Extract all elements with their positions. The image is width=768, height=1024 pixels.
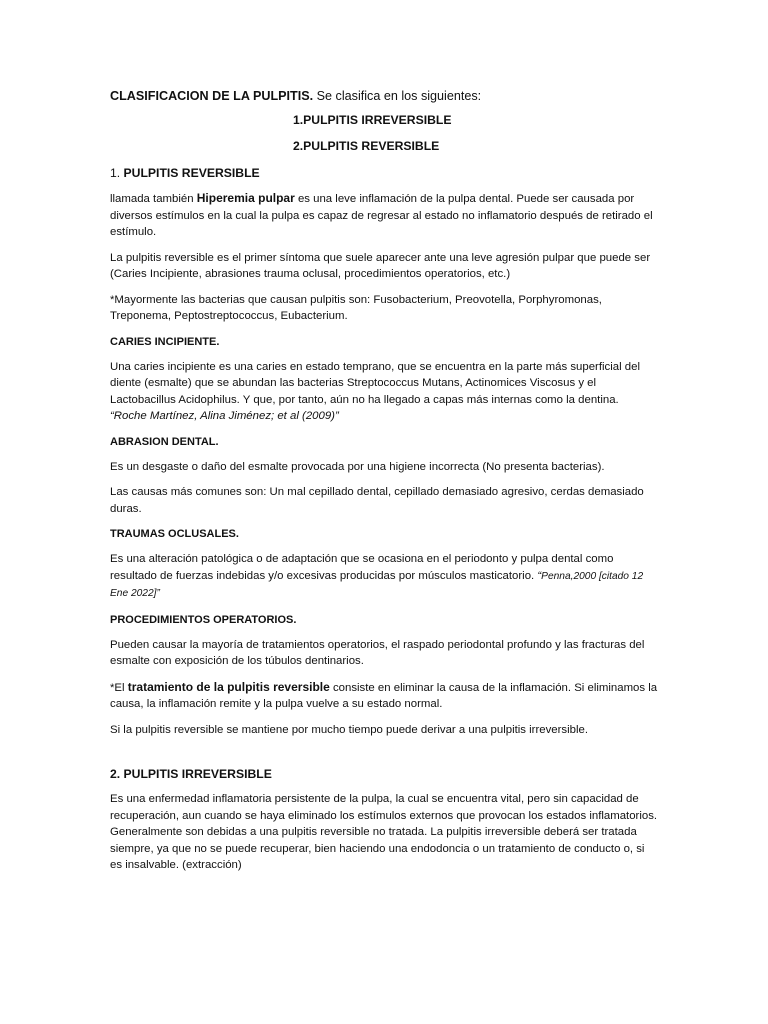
text-run: *El	[110, 681, 128, 694]
term-hiperemia: Hiperemia pulpar	[196, 191, 295, 205]
title-rest: Se clasifica en los siguientes:	[313, 89, 482, 103]
list-item-irreversible: 1.PULPITIS IRREVERSIBLE	[293, 113, 452, 127]
citation-penna: Penna,2000 [citado 12 Ene 2022]”	[110, 570, 644, 599]
paragraph-traumas	[110, 551, 658, 603]
paragraph-abrasion-1: Es un desgaste o daño del esmalte provocada por una higiene incorrecta (No presenta bacterias).	[110, 460, 605, 473]
section-heading-irreversible: 2. PULPITIS IRREVERSIBLE	[110, 767, 272, 781]
section-title: PULPITIS REVERSIBLE	[120, 166, 260, 180]
heading-abrasion: ABRASION DENTAL.	[110, 435, 219, 448]
heading-procedimientos: PROCEDIMIENTOS OPERATORIOS.	[110, 613, 297, 626]
text-run: llamada también	[110, 193, 197, 205]
paragraph-irreversible: Es una enfermedad inflamatoria persistente de la pulpa, la cual se encuentra vital, pero sin capacidad de recuperación, aun cuando se haya eliminado los estímulos externos que provocan los estados inflamatorios. Generalmente son debidas a una pulpitis reversible no tratada. La pulpitis irreversible deberá ser tratada siempre, ya que no se puede recuperar, bien haciendo una endodoncia o un tratamiento de conducto o, si es insalvable. (extracción)	[110, 793, 658, 871]
paragraph-hiperemia	[110, 190, 658, 241]
paragraph-primer-sintoma: La pulpitis reversible es el primer síntoma que suele aparecer ante una leve agresión pulpar que puede ser (Caries Incipiente, abrasiones trauma oclusal, procedimientos operatorios, etc.)	[110, 251, 651, 280]
paragraph-procedimientos: Pueden causar la mayoría de tratamientos operatorios, el raspado periodontal profundo y las fracturas del esmalte con exposición de los túbulos dentinarios.	[110, 638, 645, 667]
paragraph-abrasion-2: Las causas más comunes son: Un mal cepillado dental, cepillado demasiado agresivo, cerdas demasiado duras.	[110, 486, 644, 515]
title-bold: CLASIFICACION DE LA PULPITIS.	[110, 89, 314, 103]
text-run: es una leve inflamación de la pulpa dental. Puede ser causada por diversos estímulos en la cual la pulpa es capaz de regresar al estado no inflamatorio después de retirado el estímulo.	[110, 193, 653, 238]
term-tratamiento: tratamiento de la pulpitis reversible	[127, 679, 330, 694]
paragraph-caries: Una caries incipiente es una caries en estado temprano, que se encuentra en la parte más superficial del diente (esmalte) que se abundan las bacterias Streptococcus Mutans, Actinomices Viscosus y el Lactobacillus Acidophilus. Y que, por tanto, aún no ha llegado a capas más internas como la dentina.	[110, 360, 640, 406]
paragraph-deriva: Si la pulpitis reversible se mantiene por mucho tiempo puede derivar a una pulpitis irreversible.	[110, 723, 589, 736]
section-heading-reversible	[110, 165, 658, 182]
paragraph-tratamiento	[110, 679, 658, 713]
text-run: Es una alteración patológica o de adaptación que se ocasiona en el periodonto y pulpa dental como resultado de fuerzas indebidas y/o excesivas producidas por músculos masticatorio.	[110, 553, 614, 582]
citation-roche: “Roche Martínez, Alina Jiménez; et al (2009)”	[110, 410, 339, 422]
text-run: consiste en eliminar la causa de la inflamación. Si eliminamos la causa, la inflamación remite y la pulpa vuelve a su estado normal.	[110, 681, 658, 710]
document-title	[110, 88, 658, 105]
list-item-reversible: 2.PULPITIS REVERSIBLE	[293, 139, 440, 153]
document-body	[110, 88, 658, 874]
heading-traumas: TRAUMAS OCLUSALES.	[110, 528, 239, 540]
paragraph-bacterias: *Mayormente las bacterias que causan pulpitis son: Fusobacterium, Preovotella, Porphyromonas, Treponema, Peptostreptococcus, Eubacterium.	[110, 293, 602, 322]
heading-caries: CARIES INCIPIENTE.	[110, 335, 220, 348]
section-number: 1.	[110, 166, 121, 180]
citation-quote: “	[537, 569, 542, 582]
